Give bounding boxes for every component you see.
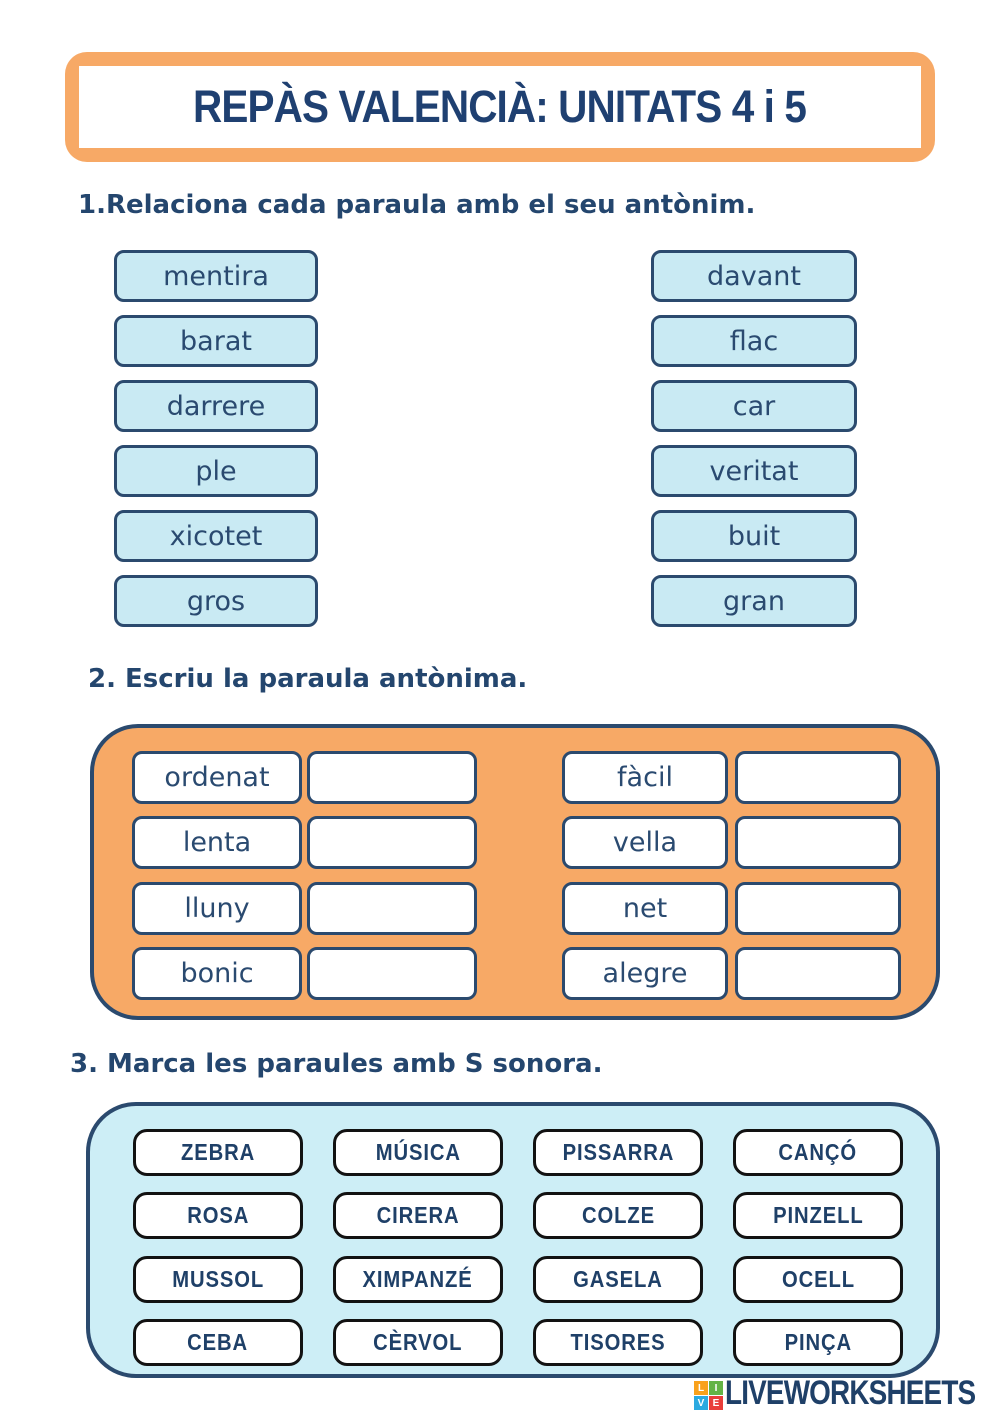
selectable-word[interactable] bbox=[533, 1319, 703, 1366]
antonym-input[interactable] bbox=[307, 751, 477, 804]
word-label-box: fàcil bbox=[562, 751, 728, 804]
selectable-word-label: COLZE bbox=[581, 1202, 655, 1228]
section1-left-column bbox=[114, 250, 318, 627]
match-word-right[interactable]: flac bbox=[651, 315, 857, 367]
selectable-word[interactable] bbox=[533, 1192, 703, 1239]
selectable-word-label: GASELA bbox=[573, 1266, 663, 1292]
liveworksheets-icon bbox=[694, 1381, 723, 1410]
word-label-box: ordenat bbox=[132, 751, 302, 804]
selectable-word-label: MÚSICA bbox=[375, 1139, 461, 1165]
selectable-word-label: CEBA bbox=[187, 1329, 249, 1355]
selectable-word-label: CÈRVOL bbox=[373, 1329, 463, 1355]
selectable-word[interactable] bbox=[133, 1192, 303, 1239]
word-label-box: vella bbox=[562, 816, 728, 869]
section3-blue-panel bbox=[86, 1102, 940, 1378]
selectable-word[interactable] bbox=[333, 1129, 503, 1176]
title-banner-inner bbox=[79, 66, 921, 148]
word-label-box: net bbox=[562, 882, 728, 935]
liveworksheets-logo[interactable] bbox=[694, 1374, 1000, 1413]
antonym-input[interactable] bbox=[735, 947, 901, 1000]
word-label-box: lenta bbox=[132, 816, 302, 869]
worksheet-title: REPÀS VALENCIÀ: UNITATS 4 i 5 bbox=[193, 81, 807, 132]
selectable-word[interactable] bbox=[333, 1192, 503, 1239]
section2-orange-panel bbox=[90, 724, 940, 1020]
match-word-right[interactable]: gran bbox=[651, 575, 857, 627]
selectable-word-label: CANÇÓ bbox=[778, 1139, 858, 1165]
selectable-word-label: PINÇA bbox=[784, 1329, 852, 1355]
section1-right-column bbox=[651, 250, 857, 627]
selectable-word[interactable] bbox=[533, 1256, 703, 1303]
antonym-input[interactable] bbox=[735, 882, 901, 935]
selectable-word-label: ZEBRA bbox=[180, 1139, 256, 1165]
word-label-box: bonic bbox=[132, 947, 302, 1000]
selectable-word-label: OCELL bbox=[781, 1266, 855, 1292]
section2-heading: 2. Escriu la paraula antònima. bbox=[88, 664, 528, 694]
icon-square-i: I bbox=[709, 1381, 723, 1395]
selectable-word[interactable] bbox=[333, 1319, 503, 1366]
selectable-word[interactable] bbox=[733, 1129, 903, 1176]
match-word-left[interactable]: barat bbox=[114, 315, 318, 367]
selectable-word[interactable] bbox=[733, 1192, 903, 1239]
title-banner bbox=[65, 52, 935, 162]
antonym-input[interactable] bbox=[735, 751, 901, 804]
selectable-word-label: XIMPANZÉ bbox=[362, 1266, 474, 1292]
match-word-right[interactable]: car bbox=[651, 380, 857, 432]
match-word-left[interactable]: xicotet bbox=[114, 510, 318, 562]
selectable-word[interactable] bbox=[333, 1256, 503, 1303]
selectable-word-label: PINZELL bbox=[772, 1202, 864, 1228]
section3-heading: 3. Marca les paraules amb S sonora. bbox=[70, 1049, 603, 1079]
antonym-input[interactable] bbox=[307, 947, 477, 1000]
match-word-left[interactable]: mentira bbox=[114, 250, 318, 302]
antonym-input[interactable] bbox=[735, 816, 901, 869]
section1-heading: 1.Relaciona cada paraula amb el seu antònim. bbox=[78, 190, 756, 220]
icon-square-e: E bbox=[709, 1396, 723, 1410]
selectable-word[interactable] bbox=[133, 1256, 303, 1303]
icon-square-l: L bbox=[694, 1381, 708, 1395]
word-label-box: alegre bbox=[562, 947, 728, 1000]
selectable-word-label: MUSSOL bbox=[172, 1266, 264, 1292]
icon-square-v: V bbox=[694, 1396, 708, 1410]
selectable-word[interactable] bbox=[133, 1319, 303, 1366]
selectable-word[interactable] bbox=[133, 1129, 303, 1176]
word-label-box: lluny bbox=[132, 882, 302, 935]
selectable-word-label: CIRERA bbox=[376, 1202, 460, 1228]
selectable-word-label: ROSA bbox=[186, 1202, 249, 1228]
match-word-right[interactable]: buit bbox=[651, 510, 857, 562]
antonym-input[interactable] bbox=[307, 882, 477, 935]
selectable-word[interactable] bbox=[733, 1256, 903, 1303]
match-word-left[interactable]: gros bbox=[114, 575, 318, 627]
match-word-left[interactable]: ple bbox=[114, 445, 318, 497]
match-word-right[interactable]: davant bbox=[651, 250, 857, 302]
selectable-word-label: PISSARRA bbox=[562, 1139, 674, 1165]
selectable-word[interactable] bbox=[733, 1319, 903, 1366]
selectable-word-label: TISORES bbox=[570, 1329, 666, 1355]
antonym-input[interactable] bbox=[307, 816, 477, 869]
match-word-left[interactable]: darrere bbox=[114, 380, 318, 432]
match-word-right[interactable]: veritat bbox=[651, 445, 857, 497]
selectable-word[interactable] bbox=[533, 1129, 703, 1176]
liveworksheets-wordmark: LIVEWORKSHEETS bbox=[725, 1374, 976, 1412]
